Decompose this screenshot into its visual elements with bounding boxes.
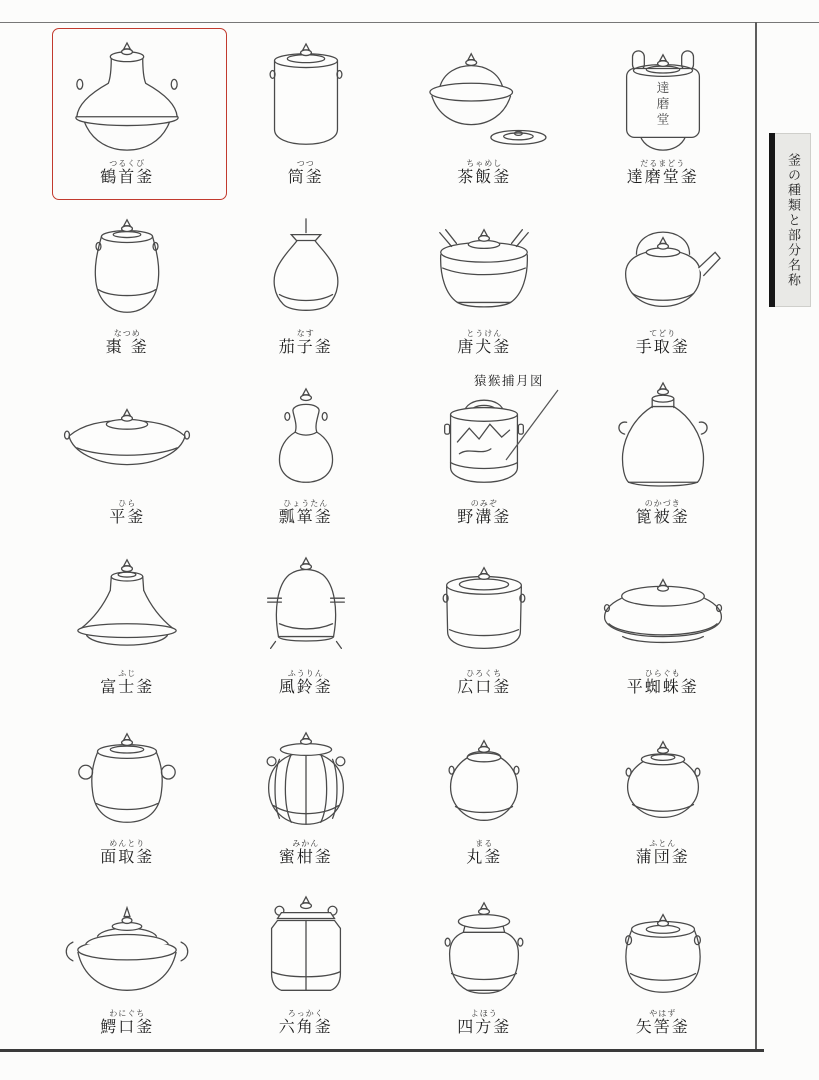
nokazuki-kettle-icon	[588, 381, 738, 499]
kettle-name: 棗 釜	[105, 336, 149, 356]
kettle-name: 矢筈釜	[635, 1016, 690, 1036]
kettle-furigana: やはず	[649, 1008, 677, 1018]
kettle-name: 風鈴釜	[278, 676, 333, 696]
kettle-item-chameshi	[395, 26, 574, 196]
chameshi-kettle-icon	[409, 41, 559, 159]
page-frame-top-line	[0, 22, 819, 23]
kettle-furigana: ろっかく	[287, 1008, 324, 1018]
kettle-furigana: ふとん	[649, 838, 677, 848]
kettle-furigana: ふじ	[118, 668, 137, 678]
kettle-furigana: ひろくち	[466, 668, 503, 678]
natsume-kettle-icon	[52, 211, 202, 329]
kettle-item-tsutsu	[217, 26, 396, 196]
kettle-item-tedori	[574, 196, 753, 366]
tsutsu-kettle-icon	[231, 41, 381, 159]
kettle-type-grid	[38, 26, 752, 1046]
kettle-item-fuji	[38, 536, 217, 706]
kettle-furigana: つるくび	[109, 158, 146, 168]
kettle-furigana: わにぐち	[109, 1008, 146, 1018]
kettle-furigana: のみぞ	[470, 498, 498, 508]
kettle-furigana: めんとり	[109, 838, 146, 848]
darumado-kettle-icon	[588, 41, 738, 159]
kettle-item-darumado	[574, 26, 753, 196]
kettle-name: 面取釜	[100, 846, 155, 866]
kettle-name: 平蜘蛛釜	[626, 676, 699, 696]
kettle-item-nasu	[217, 196, 396, 366]
engraving-character: 達	[656, 80, 670, 96]
rokkaku-kettle-icon	[231, 891, 381, 1009]
kettle-furigana: てどり	[649, 328, 677, 338]
kettle-furigana: みかん	[292, 838, 320, 848]
kettle-furigana: だるまどう	[640, 158, 686, 168]
hira-kettle-icon	[52, 381, 202, 499]
hyotan-kettle-icon	[231, 381, 381, 499]
kettle-name: 蒲団釜	[635, 846, 690, 866]
nasu-kettle-icon	[231, 211, 381, 329]
kettle-furigana: ひょうたん	[283, 498, 329, 508]
kettle-furigana: とうけん	[466, 328, 503, 338]
kettle-furigana: ふうりん	[287, 668, 324, 678]
kettle-furigana: ちゃめし	[466, 158, 503, 168]
kettle-name: 広口釜	[457, 676, 512, 696]
tedori-kettle-icon	[588, 211, 738, 329]
hirokuchi-kettle-icon	[409, 551, 559, 669]
kettle-name: 瓢箪釜	[278, 506, 333, 526]
kettle-furigana: よほう	[470, 1008, 498, 1018]
kettle-item-rokkaku	[217, 876, 396, 1046]
kettle-name: 平釜	[109, 506, 146, 526]
kettle-furigana: のかづき	[644, 498, 681, 508]
kettle-name: 富士釜	[100, 676, 155, 696]
page-frame-right-line	[755, 22, 757, 1051]
kettle-furigana: ひら	[118, 498, 137, 508]
kettle-item-mentori	[38, 706, 217, 876]
kettle-name: 筒釜	[287, 166, 324, 186]
kettle-name: 丸釜	[466, 846, 503, 866]
kettle-item-yahazu	[574, 876, 753, 1046]
waniguchi-kettle-icon	[52, 891, 202, 1009]
kettle-item-nomizo	[395, 366, 574, 536]
kettle-furigana: つつ	[296, 158, 315, 168]
kettle-furigana: なす	[296, 328, 315, 338]
maru-kettle-icon	[409, 721, 559, 839]
section-tab-panel	[775, 133, 811, 307]
kettle-item-natsume	[38, 196, 217, 366]
kettle-item-hiragumo	[574, 536, 753, 706]
engraving-character: 磨	[656, 96, 670, 112]
engraving-character: 堂	[656, 112, 670, 128]
kettle-item-waniguchi	[38, 876, 217, 1046]
section-tab-label: 釜の種類と部分名称	[785, 152, 800, 288]
kettle-furigana: なつめ	[113, 328, 141, 338]
kettle-item-token	[395, 196, 574, 366]
kettle-item-mikan	[217, 706, 396, 876]
kettle-item-tsurukubi	[38, 26, 217, 196]
fuji-kettle-icon	[52, 551, 202, 669]
kettle-item-hyotan	[217, 366, 396, 536]
kettle-item-maru	[395, 706, 574, 876]
section-tab	[769, 133, 811, 307]
token-kettle-icon	[409, 211, 559, 329]
nomizo-kettle-icon	[409, 381, 559, 499]
kettle-name: 六角釜	[278, 1016, 333, 1036]
mentori-kettle-icon	[52, 721, 202, 839]
kettle-name: 四方釜	[457, 1016, 512, 1036]
kettle-furigana: ひらぐも	[644, 668, 681, 678]
kettle-name: 鰐口釜	[100, 1016, 155, 1036]
kettle-name: 野溝釜	[457, 506, 512, 526]
kettle-name: 蜜柑釜	[278, 846, 333, 866]
kettle-item-hira	[38, 366, 217, 536]
furin-kettle-icon	[231, 551, 381, 669]
kettle-item-shiho	[395, 876, 574, 1046]
kettle-furigana: まる	[475, 838, 494, 848]
annotation-label: 猿猴捕月図	[474, 373, 545, 388]
shiho-kettle-icon	[409, 891, 559, 1009]
kettle-name: 達磨堂釜	[626, 166, 699, 186]
kettle-name: 唐犬釜	[457, 336, 512, 356]
kettle-name: 鶴首釜	[100, 166, 155, 186]
kettle-item-furin	[217, 536, 396, 706]
kettle-item-hirokuchi	[395, 536, 574, 706]
mikan-kettle-icon	[231, 721, 381, 839]
futon-kettle-icon	[588, 721, 738, 839]
kettle-name: 茶飯釜	[457, 166, 512, 186]
kettle-item-nokazuki	[574, 366, 753, 536]
kettle-name: 茄子釜	[278, 336, 333, 356]
kettle-name: 手取釜	[635, 336, 690, 356]
hiragumo-kettle-icon	[588, 551, 738, 669]
kettle-name: 篦被釜	[635, 506, 690, 526]
yahazu-kettle-icon	[588, 891, 738, 1009]
tsurukubi-kettle-icon	[52, 41, 202, 159]
kettle-item-futon	[574, 706, 753, 876]
page-frame-bottom-line	[0, 1049, 764, 1052]
